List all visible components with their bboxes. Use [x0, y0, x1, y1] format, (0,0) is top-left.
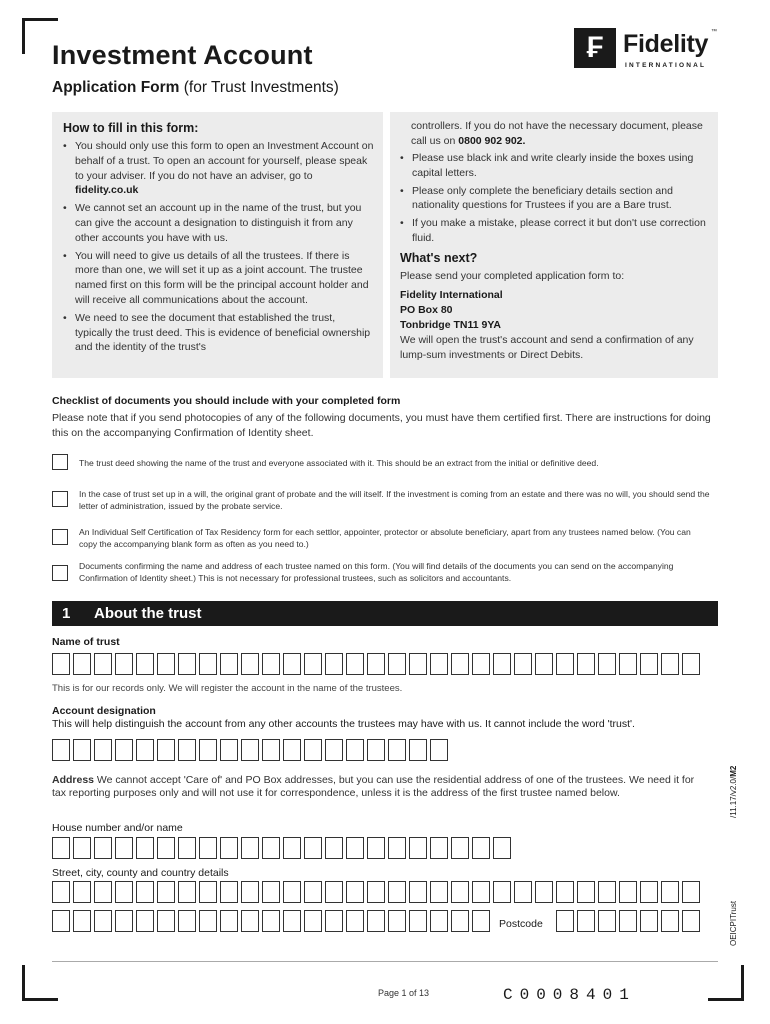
howto-continued: controllers. If you do not have the necessary document, please call us on 0800 902 902.	[411, 120, 703, 147]
list-item: • If you make a mistake, please correct it but don't use correction fluid.	[400, 216, 706, 246]
form-reference: /11.17/v2.0/M2	[729, 765, 738, 818]
howto-list	[63, 139, 375, 358]
page-title: Investment Account	[52, 40, 313, 70]
checklist-note: Please note that if you send photocopies of any of the following documents, you must have them certified first. There are instructions for doing this on the accompanying Confirmation of Identity sheet.	[52, 412, 711, 439]
designation-label: Account designation	[52, 705, 156, 717]
list-item: • We need to see the document that established the trust, typically the trust deed. This is evidence of beneficial ownership and the identity of the trust's	[63, 311, 375, 355]
checklist-title: Checklist of documents you should include with your completed form	[52, 395, 401, 407]
document-code: C0008401	[503, 986, 636, 1004]
street-input-line2[interactable]	[52, 910, 493, 932]
address-line: Tonbridge TN11 9YA	[400, 319, 501, 331]
list-item: • Please use black ink and write clearly inside the boxes using capital letters.	[400, 151, 706, 181]
crop-mark	[708, 998, 744, 1001]
designation-input[interactable]	[52, 739, 451, 761]
address-line: Fidelity International	[400, 289, 503, 301]
house-input[interactable]	[52, 837, 514, 859]
postcode-input[interactable]	[556, 910, 703, 932]
list-item: • Please only complete the beneficiary details section and nationality questions for Trustees if you are a Bare trust.	[400, 184, 706, 214]
checklist-checkbox[interactable]	[52, 454, 68, 470]
crop-mark	[22, 18, 58, 21]
address-line: PO Box 80	[400, 304, 453, 316]
address-instructions: Address We cannot accept 'Care of' and PO Box addresses, but you can use the residential address of one of the trustees. We need it for tax reporting purposes only and will not use it for correspondence, unless it is the address of the first trustee named below.	[52, 774, 695, 799]
checklist-item: The trust deed showing the name of the trust and everyone associated with it. This should be an extract from the initial or definitive deed.	[79, 458, 599, 468]
house-label: House number and/or name	[52, 822, 183, 834]
howto-list-continued	[400, 151, 706, 249]
list-item: • We cannot set an account up in the name of the trust, but you can give the account a designation to distinguish it from any other accounts you have with us.	[63, 201, 375, 245]
list-item: • You should only use this form to open an Investment Account on behalf of a trust. To open an account for yourself, please speak to your adviser. If you do not have an adviser, go to fidelity.co.uk	[63, 139, 375, 198]
whats-next-intro: Please send your completed application form to:	[400, 270, 625, 282]
checklist-checkbox[interactable]	[52, 565, 68, 581]
page-subtitle: Application Form (for Trust Investments)	[52, 79, 339, 96]
crop-mark	[741, 965, 744, 1001]
street-label: Street, city, county and country details	[52, 867, 229, 879]
howto-panel	[52, 112, 383, 378]
postcode-label: Postcode	[499, 918, 543, 930]
trust-name-label: Name of trust	[52, 636, 120, 648]
whats-next-outro: We will open the trust's account and send a confirmation of any lump-sum investments or Direct Debits.	[400, 334, 694, 361]
section-header	[52, 601, 718, 626]
crop-mark	[22, 965, 25, 1001]
checklist-item: An Individual Self Certification of Tax Residency form for each settlor, appointer, protector or absolute beneficiary, apart from any trustees named below. (You can copy the accompanying blank form as often as you need to.)	[79, 527, 691, 549]
form-code: OEICPITrust	[729, 900, 738, 946]
whats-next-heading: What's next?	[400, 251, 478, 265]
designation-note: This will help distinguish the account from any other accounts the trustees may have with us. It cannot include the word 'trust'.	[52, 718, 635, 730]
logo-subtitle: INTERNATIONAL	[625, 62, 707, 69]
list-item: • You will need to give us details of all the trustees. If there is more than one, we will set it up as a joint account. The trustee named first on this form will be the principal account holder and will receive all communications about the account.	[63, 249, 375, 308]
logo-wordmark: Fidelity	[623, 30, 709, 58]
checklist-checkbox[interactable]	[52, 491, 68, 507]
section-number: 1	[62, 605, 71, 622]
logo-trademark: ™	[711, 29, 717, 35]
checklist-checkbox[interactable]	[52, 529, 68, 545]
trust-name-note: This is for our records only. We will register the account in the name of the trustees.	[52, 683, 403, 694]
section-title: About the trust	[94, 605, 202, 622]
checklist-item: In the case of trust set up in a will, the original grant of probate and the will itself. If the investment is coming from an estate and there was no will, you should send the letter of administration, issued by the probate service.	[79, 489, 710, 511]
footer-divider	[52, 961, 718, 962]
street-input[interactable]	[52, 881, 703, 903]
trust-name-input[interactable]	[52, 653, 703, 675]
info-panel	[390, 112, 718, 378]
crop-mark	[22, 998, 58, 1001]
address-label: Address	[52, 774, 95, 786]
howto-heading: How to fill in this form:	[63, 121, 199, 135]
fidelity-logo-icon: ₣	[574, 28, 616, 68]
page-number: Page 1 of 13	[378, 988, 430, 998]
phone-number: 0800 902 902.	[458, 134, 526, 147]
checklist-item: Documents confirming the name and address of each trustee named on this form. (You will find details of the documents you can send on the accompanying Confirmation of Identity sheet.) This is not necessary for professional trustees, such as solicitors and accountants.	[79, 561, 674, 583]
website-link[interactable]: fidelity.co.uk	[75, 184, 139, 197]
crop-mark	[22, 18, 25, 54]
